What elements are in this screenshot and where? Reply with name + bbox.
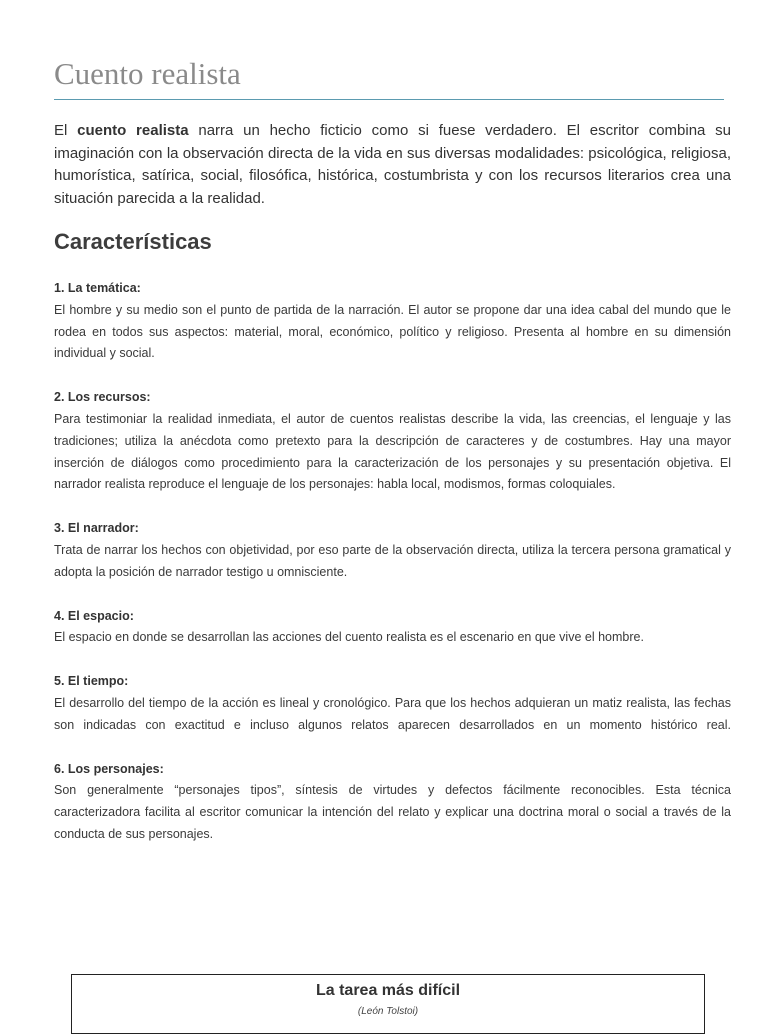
item-heading: 5. El tiempo: [54, 674, 129, 689]
item-body: Para testimoniar la realidad inmediata, el autor de cuentos realistas describe la vida, las creencias, el lenguaje y las tradiciones; utiliza la anécdota como pretexto para la descripción de caracteres y de costumbres. Hay una mayor inserción de diálogos como procedimiento para la caracterización de los personajes y su presentación objetiva. El narrador realista reproduce el lenguaje de los personajes: habla local, modismos, formas coloquiales. [54, 411, 731, 492]
characteristic-item-espacio [54, 606, 731, 650]
story-box [71, 974, 705, 1034]
characteristic-item-narrador [54, 518, 731, 583]
characteristic-item-tematica [54, 278, 731, 365]
item-body: Trata de narrar los hechos con objetividad, por eso parte de la observación directa, utiliza la tercera persona gramatical y adopta la posición de narrador testigo u omnisciente. [54, 542, 731, 579]
story-author: (León Tolstoi) [357, 1006, 419, 1017]
item-body: El hombre y su medio son el punto de partida de la narración. El autor se propone dar una idea cabal del mundo que le rodea en todos sus aspectos: material, moral, económico, político y religioso. Presenta al hombre en su dimensión individual y social. [54, 302, 731, 361]
intro-text: narra un hecho ficticio como si fuese verdadero. El escritor combina su imaginación con la observación directa de la vida en sus diversas modalidades: psicológica, religiosa, humorística, satírica, social, filosófica, histórica, costumbrista y con los recursos literarios crea una situación parecida a la realidad. [54, 122, 731, 207]
intro-prefix: El [54, 122, 78, 139]
item-heading: 2. Los recursos: [54, 390, 151, 405]
item-heading: 4. El espacio: [54, 608, 134, 623]
story-title: La tarea más difícil [315, 982, 461, 999]
item-body: El desarrollo del tiempo de la acción es lineal y cronológico. Para que los hechos adquieran un matiz realista, las fechas son indicadas con exactitud e incluso algunos relatos aparecen desarrollados en un momento histórico real. [54, 695, 731, 732]
characteristic-item-tiempo [54, 671, 731, 736]
title-underline [54, 99, 724, 100]
item-heading: 1. La temática: [54, 281, 141, 295]
section-heading: Características [54, 229, 212, 254]
characteristic-item-recursos [54, 387, 731, 496]
item-body: El espacio en donde se desarrollan las acciones del cuento realista es el escenario en que vive el hombre. [54, 630, 644, 645]
characteristic-item-personajes [54, 759, 731, 846]
intro-paragraph [54, 120, 731, 210]
intro-bold-term: cuento realista [77, 122, 189, 139]
characteristics-list [54, 278, 731, 868]
item-body: Son generalmente “personajes tipos”, síntesis de virtudes y defectos fácilmente reconocibles. Esta técnica caracterizadora facilita al escritor comunicar la intención del relato y explicar una doctrina moral o social a través de la conducta de sus personajes. [54, 783, 731, 841]
page-title: Cuento realista [54, 56, 241, 91]
item-heading: 3. El narrador: [54, 521, 139, 536]
item-heading: 6. Los personajes: [54, 761, 164, 776]
